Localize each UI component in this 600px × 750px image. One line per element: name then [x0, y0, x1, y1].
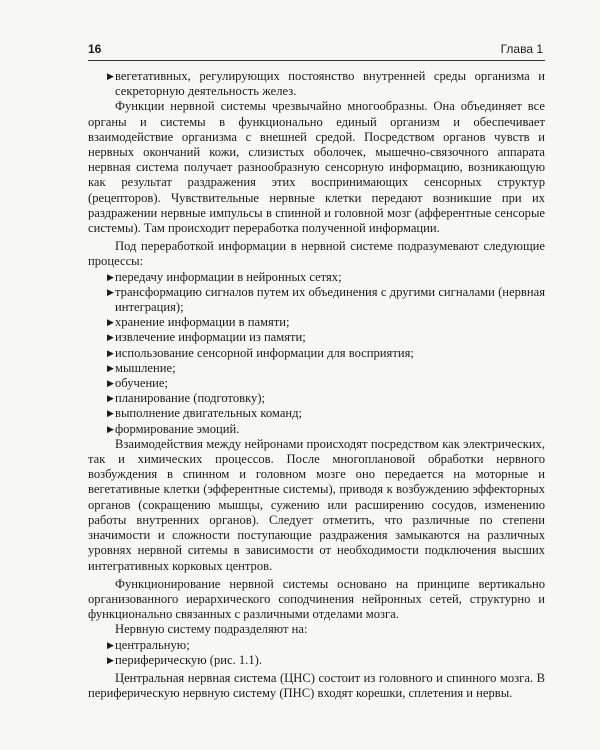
list-item-text: хранение информации в памяти;: [115, 315, 290, 330]
bullet-icon: ▶: [107, 71, 114, 81]
list-item-text: центральную;: [115, 637, 190, 652]
bullet-icon: ▶: [107, 286, 114, 297]
chapter-title: Глава 1: [500, 42, 543, 56]
bullet-icon: ▶: [107, 423, 114, 434]
list-item: [88, 391, 545, 406]
list-item: [88, 315, 545, 330]
bullet-icon: ▶: [107, 639, 114, 650]
list-item: [88, 653, 545, 668]
page-content: [88, 69, 545, 701]
list-item: [88, 376, 545, 391]
processes-list: [88, 270, 545, 437]
bullet-icon: ▶: [107, 654, 114, 665]
list-item-text: периферическую (рис. 1.1).: [115, 652, 262, 667]
bullet-icon: ▶: [107, 332, 114, 343]
divisions-list: [88, 638, 545, 668]
bullet-icon: ▶: [107, 408, 114, 419]
running-header: [88, 42, 545, 60]
list-item-text: планирование (подготовку);: [115, 391, 266, 406]
bullet-icon: ▶: [107, 347, 114, 358]
list-item-text: формирование эмоций.: [115, 421, 240, 436]
list-item: [88, 346, 545, 361]
list-item-text: использование сенсорной информации для восприятия;: [115, 345, 414, 360]
list-item-text: мышление;: [115, 360, 176, 375]
list-item: [88, 406, 545, 421]
page-number: 16: [88, 42, 102, 56]
list-item: [88, 361, 545, 376]
bullet-icon: ▶: [107, 378, 114, 389]
bullet-icon: ▶: [107, 393, 114, 404]
header-rule: [88, 60, 545, 61]
paragraph-functioning: Функционирование нервной системы основано на принципе вертикально организованного иерархического соподчинения нейронных сетей, структурно и функционально связанных с различными отделами мозга.: [88, 576, 545, 622]
list-item-text: трансформацию сигналов путем их объединения с другими сигналами (нервная интеграция);: [115, 284, 545, 315]
paragraph-processing: Под переработкой информации в нервной системе подразумевают следующие процессы:: [88, 239, 545, 269]
list-item: [88, 270, 545, 285]
list-item: [88, 285, 545, 315]
list-item: [88, 422, 545, 437]
list-item-text: обучение;: [115, 376, 169, 391]
list-item: [88, 330, 545, 345]
paragraph-interactions: Взаимодействия между нейронами происходят посредством как электрических, так и химических процессов. После многоплановой обработки нервного возбуждения в спинном и головном мозге оно передается на моторные и вегетативные клетки (эфферентные системы), приводя к возбуждению эффекторных органов (сокращению мышцы, сужению или расширению сосудов, изменению работы внутренних органов). Следует отметить, что различные по степени значимости и сложности поступающие раздражения замыкаются на различных уровнях нервной ситемы в зависимости от необходимости подключения высших интегративных корковых центров.: [88, 436, 545, 573]
bullet-icon: ▶: [107, 271, 114, 282]
bullet-icon: ▶: [107, 317, 114, 328]
list-item-text: извлечение информации из памяти;: [115, 330, 306, 345]
paragraph-division: Нервную систему подразделяют на:: [115, 622, 308, 637]
list-item-text: передачу информации в нейронных сетях;: [115, 269, 342, 284]
list-item: [88, 638, 545, 653]
intro-list: [88, 69, 545, 99]
list-item-text: вегетативных, регулирующих постоянство внутренней среды организма и секреторную деятельность желез.: [115, 69, 545, 99]
paragraph-cns: Центральная нервная система (ЦНС) состоит из головного и спинного мозга. В периферическую нервную систему (ПНС) входят корешки, сплетения и нервы.: [88, 670, 545, 701]
paragraph-functions: Функции нервной системы чрезвычайно многообразны. Она объединяет все органы и системы в функционально единый организм и обеспечивает взаимодействие организма с внешней средой. Посредством органов чувств и нервных окончаний кожи, слизистых оболочек, мышечно-связочного аппарата нервная система получает разнообразную сенсорную информацию, возникающую как результат раздражения этих воспринимающих сенсорных структур (рецепторов). Чувствительные нервные клетки передают возникшие при их раздражении нервные импульсы в спинной и головной мозг (афферентные сенсорые системы). Там происходит переработка полученной информации.: [88, 99, 545, 236]
list-item-text: выполнение двигательных команд;: [115, 406, 303, 421]
bullet-icon: ▶: [107, 362, 114, 373]
list-item: [88, 69, 545, 99]
